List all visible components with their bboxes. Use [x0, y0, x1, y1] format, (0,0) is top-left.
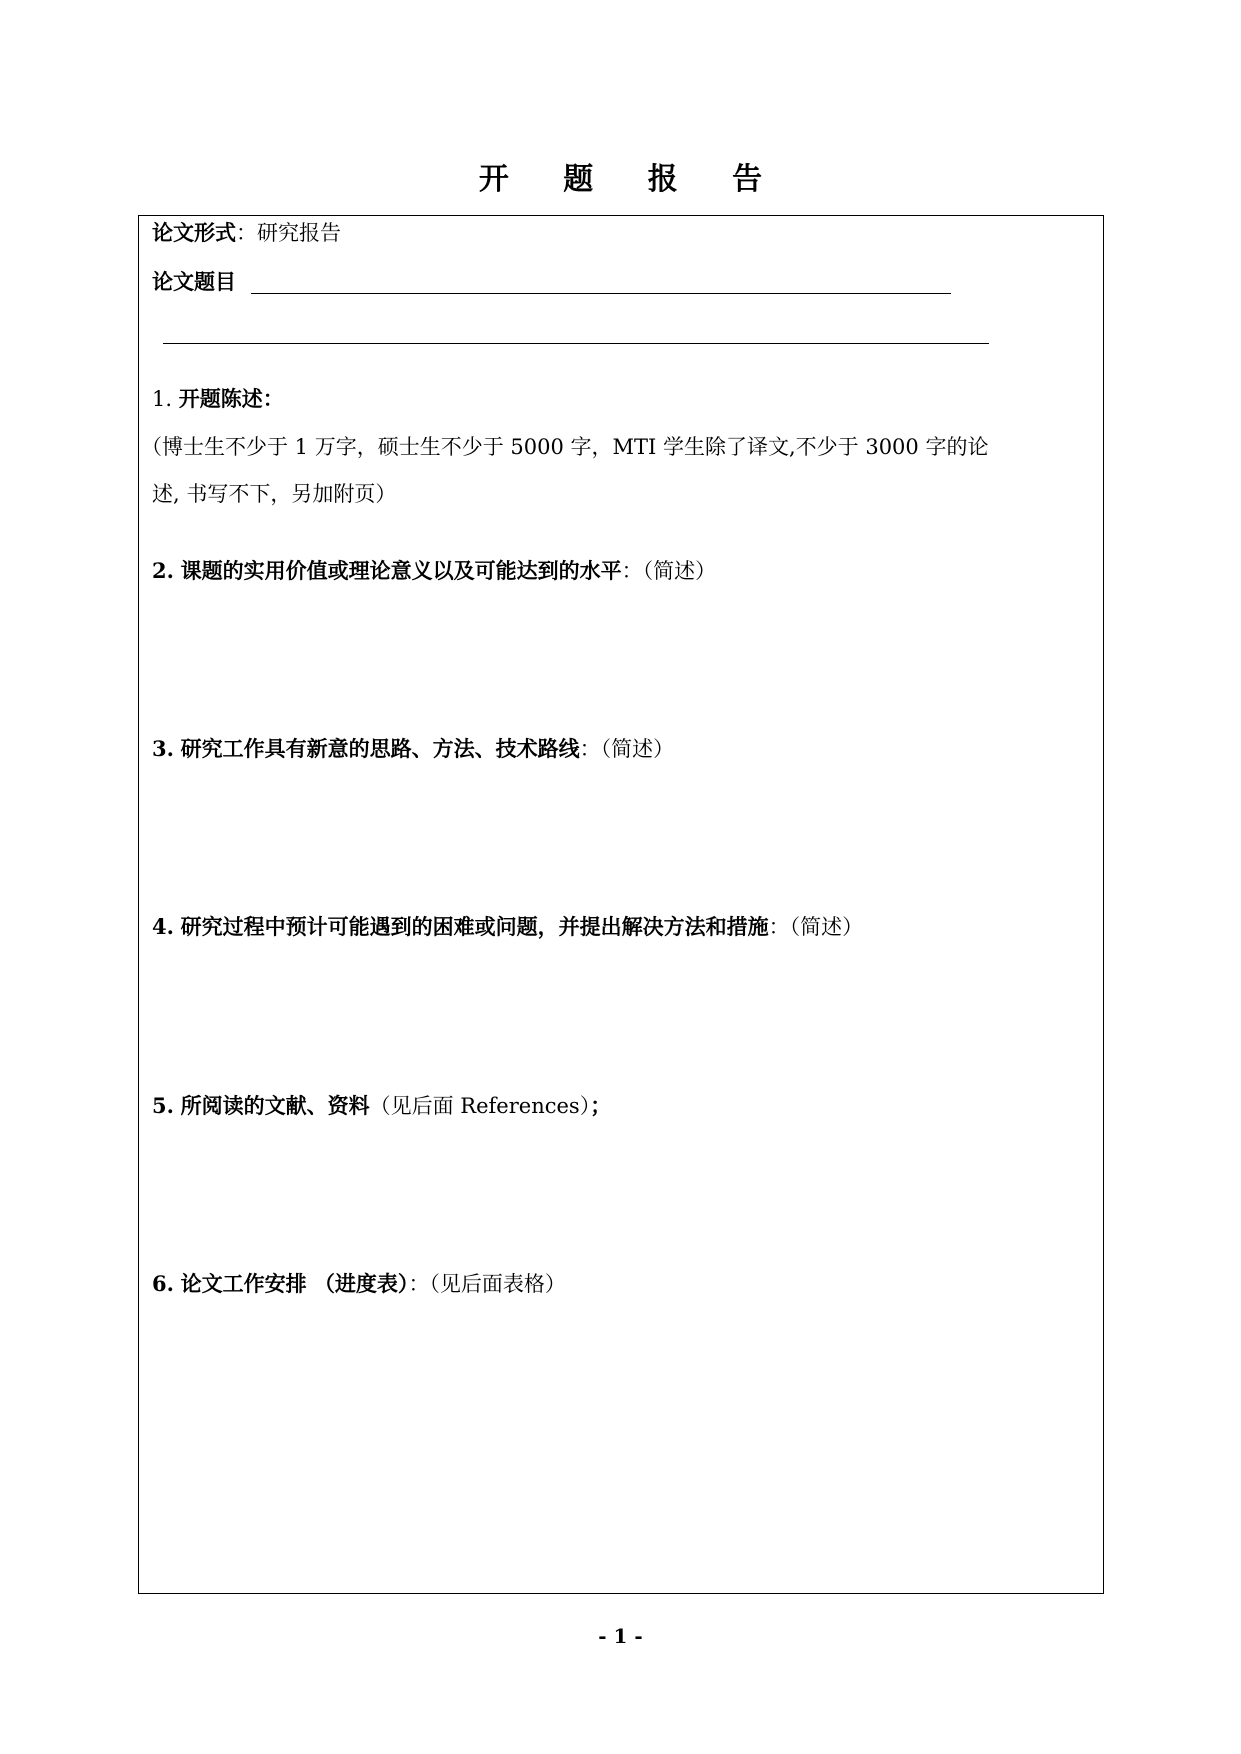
thesis-form-colon: ：	[236, 221, 257, 245]
report-form-frame	[138, 215, 1104, 1594]
page-number: - 1 -	[598, 1624, 643, 1648]
thesis-topic-input-line-2[interactable]	[163, 343, 989, 344]
section-2-heading	[152, 556, 716, 586]
section-1-note-line-1: （博士生不少于 1 万字，硕士生不少于 5000 字，MTI 学生除了译文,不少于 3000 字的论	[141, 435, 989, 459]
section-title: 研究过程中预计可能遇到的困难或问题，并提出解决方法和措施	[180, 914, 769, 939]
section-title: 论文工作安排 （进度表）	[180, 1271, 409, 1296]
thesis-form-row	[152, 218, 341, 248]
section-3-heading	[152, 734, 674, 764]
section-1-note-line-2: 述, 书写不下，另加附页）	[152, 482, 397, 506]
section-number: 6.	[152, 1271, 174, 1296]
thesis-topic-row	[152, 267, 236, 297]
document-title: 开 题 报 告	[478, 162, 785, 197]
section-note: ：（见后面表格）	[408, 1272, 566, 1296]
section-6-heading	[152, 1269, 566, 1299]
section-number: 4.	[152, 914, 174, 939]
thesis-form-value: 研究报告	[257, 221, 341, 245]
section-5-heading	[152, 1091, 611, 1121]
section-number: 5.	[152, 1093, 174, 1118]
section-title: 研究工作具有新意的思路、方法、技术路线	[180, 736, 580, 761]
thesis-topic-input-line-1[interactable]	[251, 293, 951, 294]
section-number: 1.	[152, 387, 173, 411]
section-title: 开题陈述	[178, 386, 263, 411]
section-4-heading	[152, 912, 863, 942]
section-note: ：（简述）	[579, 737, 675, 761]
section-tail: ；	[590, 1093, 612, 1118]
section-note: ：（简述）	[621, 559, 717, 583]
section-number: 2.	[152, 558, 174, 583]
section-number: 3.	[152, 736, 174, 761]
section-colon: ：	[262, 386, 284, 411]
section-note: ：（简述）	[768, 915, 864, 939]
section-1-heading	[152, 384, 284, 414]
thesis-form-label: 论文形式	[152, 220, 236, 245]
thesis-topic-label: 论文题目	[152, 269, 236, 294]
section-note: （见后面 References）	[369, 1094, 591, 1118]
section-title: 课题的实用价值或理论意义以及可能达到的水平	[180, 558, 622, 583]
section-title: 所阅读的文献、资料	[180, 1093, 370, 1118]
